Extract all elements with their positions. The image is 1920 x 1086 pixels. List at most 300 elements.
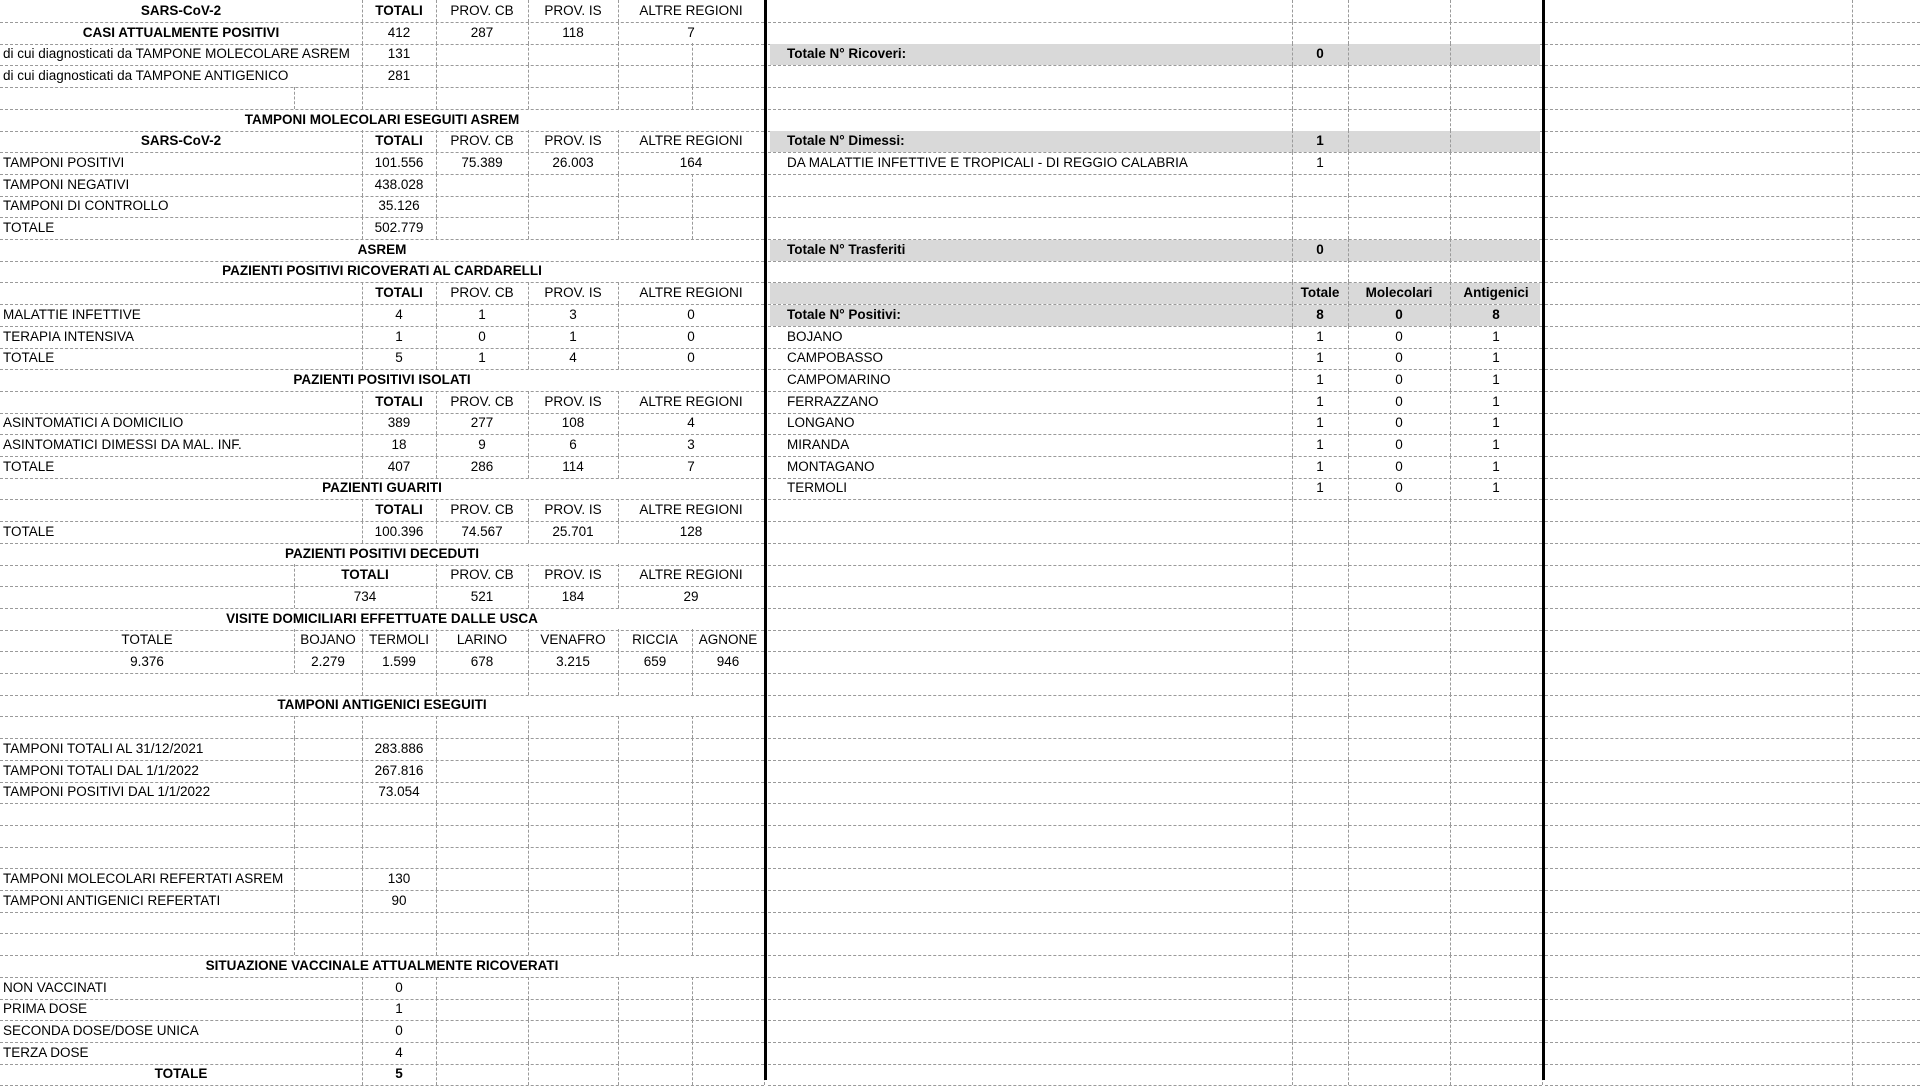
- value-cell: [436, 868, 528, 890]
- value-cell: ALTRE REGIONI: [639, 394, 743, 409]
- right-label: DA MALATTIE INFETTIVE E TROPICALI - DI REGGIO CALABRIA: [787, 155, 1188, 170]
- grid-line: [1450, 955, 1451, 977]
- grid-line: [1292, 304, 1293, 326]
- grid-line: [1348, 911, 1349, 933]
- row-label: [0, 716, 362, 738]
- value-cell: PROV. CB: [450, 133, 514, 148]
- grid-line: [1292, 434, 1293, 456]
- grid-line: [768, 933, 1542, 934]
- grid-line: [1852, 781, 1853, 803]
- grid-line: [692, 738, 693, 760]
- value-cell: [618, 174, 764, 196]
- grid-line: [1450, 868, 1451, 890]
- right-value: 0: [1395, 350, 1403, 365]
- row-label: ASINTOMATICI DIMESSI DA MAL. INF.: [3, 437, 242, 452]
- value-cell: 0: [478, 329, 486, 344]
- grid-line: [1292, 998, 1293, 1020]
- grid-line: [294, 803, 295, 825]
- grid-line: [1292, 564, 1293, 586]
- grid-line: [1348, 738, 1349, 760]
- grid-line: [1852, 977, 1853, 999]
- row-label: [0, 803, 362, 825]
- value-cell: [436, 890, 528, 912]
- value-cell: [436, 673, 528, 695]
- grid-line: [1545, 131, 1920, 132]
- grid-line: [1852, 651, 1853, 673]
- grid-line: [1545, 890, 1920, 891]
- row-label: TOTALE: [3, 220, 55, 235]
- value-cell: [436, 933, 528, 955]
- value-cell: [528, 716, 618, 738]
- value-cell: [528, 1042, 618, 1064]
- grid-line: [768, 499, 1542, 500]
- right-value: 1: [1492, 459, 1500, 474]
- grid-line: [1852, 391, 1853, 413]
- grid-line: [1292, 890, 1293, 912]
- right-value: 1: [1316, 437, 1324, 452]
- grid-line: [692, 760, 693, 782]
- grid-line: [1852, 217, 1853, 239]
- value-cell: 100.396: [374, 524, 424, 539]
- grid-line: [1450, 43, 1451, 65]
- right-value: [1450, 43, 1542, 65]
- grid-line: [1292, 1042, 1293, 1064]
- grid-line: [768, 716, 1542, 717]
- usca-cell: BOJANO: [300, 632, 356, 647]
- right-label: BOJANO: [787, 329, 843, 344]
- right-label: [784, 195, 1292, 217]
- grid-line: [1450, 391, 1451, 413]
- grid-line: [768, 912, 1542, 913]
- value-cell: 130: [387, 871, 411, 886]
- value-cell: PROV. IS: [544, 133, 602, 148]
- usca-cell: VENAFRO: [540, 632, 606, 647]
- value-cell: 281: [387, 68, 411, 83]
- grid-line: [1292, 326, 1293, 348]
- value-cell: [528, 1020, 618, 1042]
- value-cell: [528, 174, 618, 196]
- grid-line: [1292, 499, 1293, 521]
- grid-line: [1852, 868, 1853, 890]
- grid-line: [1545, 803, 1920, 804]
- grid-line: [1852, 260, 1853, 282]
- right-value: 1: [1492, 372, 1500, 387]
- grid-line: [1450, 499, 1451, 521]
- grid-line: [1450, 87, 1451, 109]
- grid-line: [1545, 999, 1920, 1000]
- value-cell: [362, 87, 436, 109]
- grid-line: [1292, 933, 1293, 955]
- right-value: 1: [1316, 480, 1324, 495]
- grid-line: [692, 998, 693, 1020]
- grid-line: [1292, 43, 1293, 65]
- section-title: TAMPONI MOLECOLARI ESEGUITI ASREM: [244, 112, 520, 127]
- right-value: 0: [1395, 329, 1403, 344]
- grid-line: [1450, 130, 1451, 152]
- grid-line: [1450, 282, 1451, 304]
- grid-line: [768, 1020, 1542, 1021]
- value-cell: [362, 825, 436, 847]
- usca-cell: TERMOLI: [368, 632, 429, 647]
- value-cell: [528, 825, 618, 847]
- grid-line: [1348, 1020, 1349, 1042]
- right-value: 0: [1395, 415, 1403, 430]
- grid-line: [692, 217, 693, 239]
- value-cell: [618, 673, 764, 695]
- grid-line: [294, 890, 295, 912]
- value-cell: 5: [395, 350, 403, 365]
- grid-line: [1348, 521, 1349, 543]
- value-cell: 131: [387, 46, 411, 61]
- value-cell: 3: [687, 437, 695, 452]
- right-label: [784, 174, 1292, 196]
- value-cell: 118: [562, 25, 584, 40]
- right-value: [1348, 260, 1450, 282]
- grid-line: [294, 87, 295, 109]
- grid-line: [1450, 846, 1451, 868]
- grid-line: [1450, 543, 1451, 565]
- grid-line: [1450, 65, 1451, 87]
- grid-line: [1292, 347, 1293, 369]
- grid-line: [1545, 152, 1920, 153]
- right-value: [1348, 217, 1450, 239]
- grid-line: [768, 999, 1542, 1000]
- grid-line: [1545, 196, 1920, 197]
- grid-line: [1348, 543, 1349, 565]
- value-cell: 114: [562, 459, 584, 474]
- grid-line: [1545, 434, 1920, 435]
- right-label: [784, 87, 1292, 109]
- grid-line: [1852, 1063, 1853, 1085]
- value-cell: [618, 890, 764, 912]
- grid-line: [1348, 846, 1349, 868]
- grid-line: [294, 781, 295, 803]
- row-label: TERZA DOSE: [3, 1045, 89, 1060]
- row-label: PRIMA DOSE: [3, 1001, 88, 1016]
- grid-line: [768, 955, 1542, 956]
- usca-cell: 659: [643, 654, 667, 669]
- value-cell: TOTALI: [375, 394, 423, 409]
- grid-line: [1450, 911, 1451, 933]
- grid-line: [1292, 369, 1293, 391]
- row-label: TAMPONI MOLECOLARI REFERTATI ASREM: [3, 871, 284, 886]
- value-cell: 1: [569, 329, 577, 344]
- value-cell: 35.126: [378, 198, 420, 213]
- grid-line: [1852, 412, 1853, 434]
- value-cell: [618, 868, 764, 890]
- right-label: Totale N° Dimessi:: [787, 133, 905, 148]
- grid-line: [1450, 890, 1451, 912]
- right-value: 1: [1316, 350, 1324, 365]
- value-cell: 1: [478, 307, 486, 322]
- grid-line: [1852, 933, 1853, 955]
- grid-line: [1348, 629, 1349, 651]
- grid-line: [768, 673, 1542, 674]
- grid-line: [1450, 1020, 1451, 1042]
- value-cell: [618, 760, 764, 782]
- value-cell: 5: [395, 1066, 403, 1081]
- grid-line: [1545, 847, 1920, 848]
- grid-line: [1292, 22, 1293, 44]
- row-label: TERAPIA INTENSIVA: [3, 329, 135, 344]
- value-cell: [528, 803, 618, 825]
- grid-line: [1450, 716, 1451, 738]
- grid-line: [1348, 174, 1349, 196]
- value-cell: [618, 195, 764, 217]
- value-cell: 74.567: [461, 524, 503, 539]
- right-value: [1348, 22, 1450, 44]
- value-cell: [362, 846, 436, 868]
- grid-line: [1852, 543, 1853, 565]
- value-cell: [618, 1020, 764, 1042]
- grid-line: [1852, 347, 1853, 369]
- grid-line: [1292, 955, 1293, 977]
- right-value: [1348, 239, 1450, 261]
- section-title: PAZIENTI POSITIVI ISOLATI: [293, 372, 471, 387]
- grid-line: [1348, 239, 1349, 261]
- value-cell: [436, 195, 528, 217]
- value-cell: 407: [387, 459, 411, 474]
- value-cell: PROV. IS: [544, 502, 602, 517]
- grid-line: [692, 65, 693, 87]
- grid-line: [768, 847, 1542, 848]
- grid-line: [692, 933, 693, 955]
- right-label: MIRANDA: [787, 437, 850, 452]
- usca-cell: AGNONE: [698, 632, 758, 647]
- row-label: TOTALE: [154, 1066, 208, 1081]
- grid-line: [1450, 608, 1451, 630]
- section-title: ASREM: [357, 242, 407, 257]
- grid-line: [1292, 174, 1293, 196]
- right-value: [1450, 87, 1542, 109]
- row-label: [0, 499, 362, 521]
- grid-line: [294, 564, 295, 586]
- grid-line: [692, 781, 693, 803]
- grid-line: [1348, 282, 1349, 304]
- value-cell: TOTALI: [375, 3, 423, 18]
- value-cell: [618, 803, 764, 825]
- value-cell: [528, 846, 618, 868]
- grid-line: [1292, 456, 1293, 478]
- grid-line: [1852, 890, 1853, 912]
- grid-line: [1348, 673, 1349, 695]
- grid-line: [1852, 239, 1853, 261]
- right-value: 1: [1316, 133, 1324, 148]
- value-cell: 90: [391, 893, 407, 908]
- value-cell: [528, 87, 618, 109]
- value-cell: [436, 65, 528, 87]
- value-cell: [528, 933, 618, 955]
- grid-line: [1450, 781, 1451, 803]
- usca-cell: 1.599: [382, 654, 416, 669]
- grid-line: [1450, 1063, 1451, 1085]
- grid-line: [1450, 0, 1451, 22]
- grid-line: [1348, 868, 1349, 890]
- value-cell: 438.028: [374, 177, 424, 192]
- grid-line: [1450, 326, 1451, 348]
- grid-line: [1450, 933, 1451, 955]
- grid-line: [1292, 608, 1293, 630]
- grid-line: [1348, 434, 1349, 456]
- right-value: [1450, 217, 1542, 239]
- grid-line: [1450, 217, 1451, 239]
- grid-line: [1348, 456, 1349, 478]
- grid-line: [1450, 304, 1451, 326]
- right-value: 1: [1492, 415, 1500, 430]
- grid-line: [1545, 912, 1920, 913]
- grid-line: [1348, 890, 1349, 912]
- grid-line: [1852, 629, 1853, 651]
- grid-line: [1348, 109, 1349, 131]
- row-label: NON VACCINATI: [3, 980, 107, 995]
- value-cell: [528, 781, 618, 803]
- row-label: [0, 933, 362, 955]
- right-value: [1292, 217, 1348, 239]
- grid-line: [1348, 998, 1349, 1020]
- value-cell: 734: [353, 589, 377, 604]
- right-value: [1292, 0, 1348, 22]
- grid-line: [1450, 586, 1451, 608]
- grid-line: [1348, 304, 1349, 326]
- grid-line: [1292, 412, 1293, 434]
- value-cell: 101.556: [374, 155, 424, 170]
- right-value: [1450, 22, 1542, 44]
- row-label: di cui diagnosticati da TAMPONE ANTIGENICO: [3, 68, 289, 83]
- right-value: [1292, 174, 1348, 196]
- grid-line: [1545, 44, 1920, 45]
- grid-line: [692, 87, 693, 109]
- value-cell: 29: [683, 589, 699, 604]
- grid-line: [1450, 369, 1451, 391]
- grid-line: [1450, 477, 1451, 499]
- grid-line: [1348, 22, 1349, 44]
- grid-line: [1348, 43, 1349, 65]
- right-value: 8: [1316, 307, 1324, 322]
- right-value: 1: [1492, 437, 1500, 452]
- grid-line: [1545, 521, 1920, 522]
- grid-line: [692, 174, 693, 196]
- value-cell: PROV. IS: [544, 3, 602, 18]
- value-cell: [528, 65, 618, 87]
- grid-line: [1545, 499, 1920, 500]
- right-value: [1348, 0, 1450, 22]
- grid-line: [1852, 716, 1853, 738]
- grid-line: [1348, 152, 1349, 174]
- grid-line: [1292, 673, 1293, 695]
- grid-line: [1852, 521, 1853, 543]
- row-label: [0, 87, 362, 109]
- grid-line: [768, 565, 1542, 566]
- grid-line: [1292, 868, 1293, 890]
- right-label: [784, 22, 1292, 44]
- row-label: ASINTOMATICI A DOMICILIO: [3, 415, 184, 430]
- grid-line: [1292, 65, 1293, 87]
- value-cell: [436, 977, 528, 999]
- grid-line: [1852, 0, 1853, 22]
- grid-line: [1348, 0, 1349, 22]
- value-cell: TOTALI: [375, 502, 423, 517]
- grid-line: [1852, 109, 1853, 131]
- grid-line: [768, 695, 1542, 696]
- value-cell: 4: [687, 415, 695, 430]
- section-title: TAMPONI ANTIGENICI ESEGUITI: [277, 697, 487, 712]
- grid-line: [1852, 369, 1853, 391]
- right-value: 1: [1316, 372, 1324, 387]
- grid-line: [692, 716, 693, 738]
- grid-line: [1545, 586, 1920, 587]
- grid-line: [1450, 347, 1451, 369]
- grid-line: [1545, 65, 1920, 66]
- right-value: [1450, 195, 1542, 217]
- row-label: TAMPONI TOTALI AL 31/12/2021: [3, 741, 204, 756]
- grid-line: [1852, 87, 1853, 109]
- right-value: 0: [1395, 459, 1403, 474]
- right-value: 1: [1316, 459, 1324, 474]
- grid-line: [1292, 130, 1293, 152]
- value-cell: 4: [395, 307, 403, 322]
- value-cell: [528, 911, 618, 933]
- grid-line: [1852, 955, 1853, 977]
- grid-line: [1292, 87, 1293, 109]
- grid-line: [1852, 586, 1853, 608]
- grid-line: [692, 1063, 693, 1085]
- value-cell: [528, 673, 618, 695]
- grid-line: [1545, 1042, 1920, 1043]
- value-cell: [618, 738, 764, 760]
- value-cell: [436, 760, 528, 782]
- grid-line: [1348, 1063, 1349, 1085]
- right-value: [1292, 195, 1348, 217]
- grid-line: [1292, 911, 1293, 933]
- grid-line: [1852, 998, 1853, 1020]
- right-value: Totale: [1300, 285, 1340, 300]
- value-cell: [436, 1020, 528, 1042]
- grid-line: [692, 43, 693, 65]
- right-label: [784, 0, 1292, 22]
- right-value: [1450, 239, 1542, 261]
- grid-line: [294, 716, 295, 738]
- grid-line: [1348, 217, 1349, 239]
- grid-line: [1292, 109, 1293, 131]
- value-cell: 267.816: [374, 763, 424, 778]
- grid-line: [1292, 260, 1293, 282]
- grid-line: [294, 586, 295, 608]
- usca-cell: 946: [716, 654, 740, 669]
- grid-line: [1348, 391, 1349, 413]
- grid-line: [1292, 1020, 1293, 1042]
- grid-line: [1348, 694, 1349, 716]
- value-cell: PROV. IS: [544, 567, 602, 582]
- right-value: 1: [1316, 415, 1324, 430]
- grid-line: [768, 608, 1542, 609]
- value-cell: [528, 217, 618, 239]
- value-cell: [618, 43, 764, 65]
- grid-line: [768, 630, 1542, 631]
- grid-line: [1545, 369, 1920, 370]
- right-label: Totale N° Positivi:: [787, 307, 901, 322]
- right-value: [1292, 65, 1348, 87]
- value-cell: [618, 65, 764, 87]
- value-cell: [528, 738, 618, 760]
- row-label: SARS-CoV-2: [140, 133, 222, 148]
- grid-line: [1545, 282, 1920, 283]
- grid-line: [1852, 694, 1853, 716]
- grid-line: [768, 586, 1542, 587]
- grid-line: [1852, 760, 1853, 782]
- grid-line: [1852, 477, 1853, 499]
- value-cell: PROV. CB: [450, 394, 514, 409]
- grid-line: [1545, 673, 1920, 674]
